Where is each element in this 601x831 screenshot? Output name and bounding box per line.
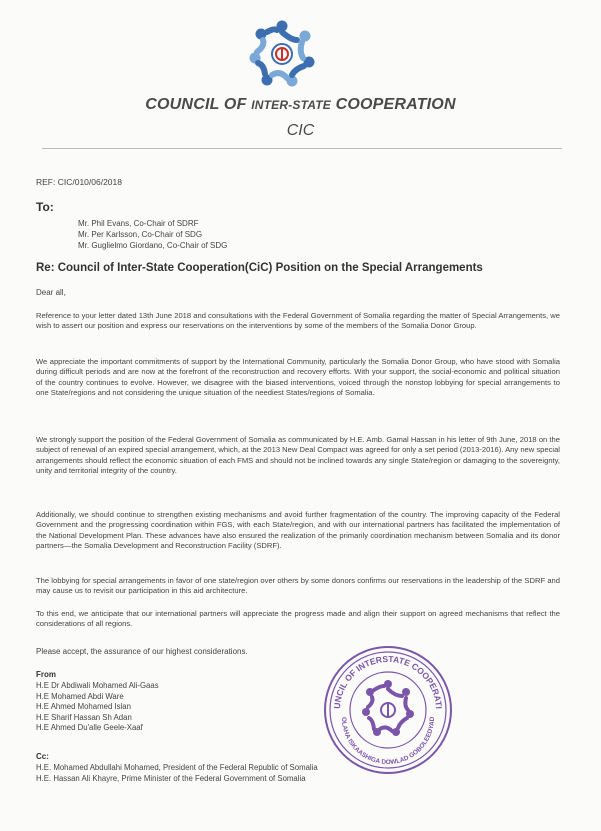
- signatory-item: H.E Mohamed Abdi Ware: [36, 691, 124, 701]
- body-paragraph: We strongly support the position of the Federal Government of Somalia as communicated by H.E. Amb. Gamal Hassan in his letter of 9th June, 2018 on the subject of renewal of an expired special arrangement, which, at the 2013 New Deal Compact was agreed for only a set period (2013-2016). Any new special arrangements should reflect the economic situation of each FMS and should not be inclined towards any single State/region or damaging to the sovereignty, unity and territorial integrity of the country.: [36, 435, 560, 475]
- org-title-part-3: COOPERATION: [330, 96, 456, 113]
- from-label: From: [36, 670, 56, 679]
- reference-number: REF: CIC/010/06/2018: [36, 177, 122, 187]
- body-paragraph: We appreciate the important commitments of support by the International Community, particularly the Somalia Donor Group, who have stood with Somalia during difficult periods and are now at the forefront of the reconstruction and recovery efforts. With your support, the social-economic and political situation of the country continues to evolve. However, we disagree with the biased interventions, voiced through the nonstop lobbying for special arrangements to one State/regions and not considering the unique situation of the neediest States/regions of Somalia.: [36, 357, 560, 397]
- body-paragraph: To this end, we anticipate that our international partners will appreciate the progress made and align their support on agreed mechanisms that reflect the considerations of all regions.: [36, 609, 560, 629]
- org-title-part-1: COUNCIL OF: [145, 96, 252, 113]
- cc-item: H.E. Hassan Ali Khayre, Prime Minister of the Federal Government of Somalia: [36, 773, 306, 783]
- stamp-seal-icon: [322, 644, 454, 776]
- recipient-item: Mr. Phil Evans, Co-Chair of SDRF: [78, 219, 199, 228]
- cic-logo-icon: [247, 18, 317, 88]
- subject-line: Re: Council of Inter-State Cooperation(CiC) Position on the Special Arrangements: [36, 262, 483, 274]
- signatory-item: H.E Sharif Hassan Sh Adan: [36, 712, 132, 722]
- svg-text:GOLAHA ISKAASHIGA DOWLAD GOBOL: OLAHA ISKAASHIGA DOWLAD GOBOLEEDYAD: [339, 716, 437, 767]
- to-label: To:: [36, 200, 54, 214]
- official-stamp: [322, 644, 454, 776]
- header-divider: [42, 148, 562, 149]
- svg-text:COUNCIL OF INTERSTATE COOPERAT: UNCIL OF INTERSTATE COOPERATI: [331, 653, 444, 710]
- closing-line: Please accept, the assurance of our highest considerations.: [36, 647, 248, 656]
- recipient-list: [78, 218, 227, 251]
- body-paragraph: Reference to your letter dated 13th June 2018 and consultations with the Federal Government of Somalia regarding the matter of Special Arrangements, we wish to assert our position and express our reservations on the interventions by some of the members of the Somalia Donor Group.: [36, 311, 560, 331]
- signatory-item: H.E Ahmed Du'alle Geele-Xaaf: [36, 723, 143, 733]
- body-paragraph: The lobbying for special arrangements in favor of one state/region over others by some donors confirms our reservations in the leadership of the SDRF and may cause us to revisit our participation in this aid architecture.: [36, 576, 560, 596]
- body-paragraph: Additionally, we should continue to strengthen existing mechanisms and avoid further fragmentation of the country. The improving capacity of the Federal Government and the progressing coordination within FGS, with each State/region, and with our international partners has facilitated the implementation of the National Development Plan. These advances have also ensured the realization of the primarily coordination mechanism between Somalia and its donor partners—the Somalia Development and Reconstruction Facility (SDRF).: [36, 510, 560, 550]
- cc-list: [36, 763, 318, 784]
- cc-item: H.E. Mohamed Abdullahi Mohamed, President of the Federal Republic of Somalia: [36, 763, 318, 772]
- cc-label: Cc:: [36, 752, 49, 761]
- cic-logo: [247, 18, 317, 88]
- organization-title: [0, 96, 601, 114]
- organization-abbreviation: CIC: [286, 122, 315, 139]
- signatory-item: H.E Dr Abdiwali Mohamed Ali-Gaas: [36, 681, 159, 690]
- signatory-list: [36, 681, 159, 734]
- salutation: Dear all,: [36, 288, 66, 297]
- recipient-item: Mr. Guglielmo Giordano, Co-Chair of SDG: [78, 241, 228, 250]
- recipient-item: Mr. Per Karlsson, Co-Chair of SDG: [78, 230, 203, 239]
- signatory-item: H.E Ahmed Mohamed Islan: [36, 702, 131, 712]
- org-title-part-2: INTER-STATE: [251, 98, 331, 112]
